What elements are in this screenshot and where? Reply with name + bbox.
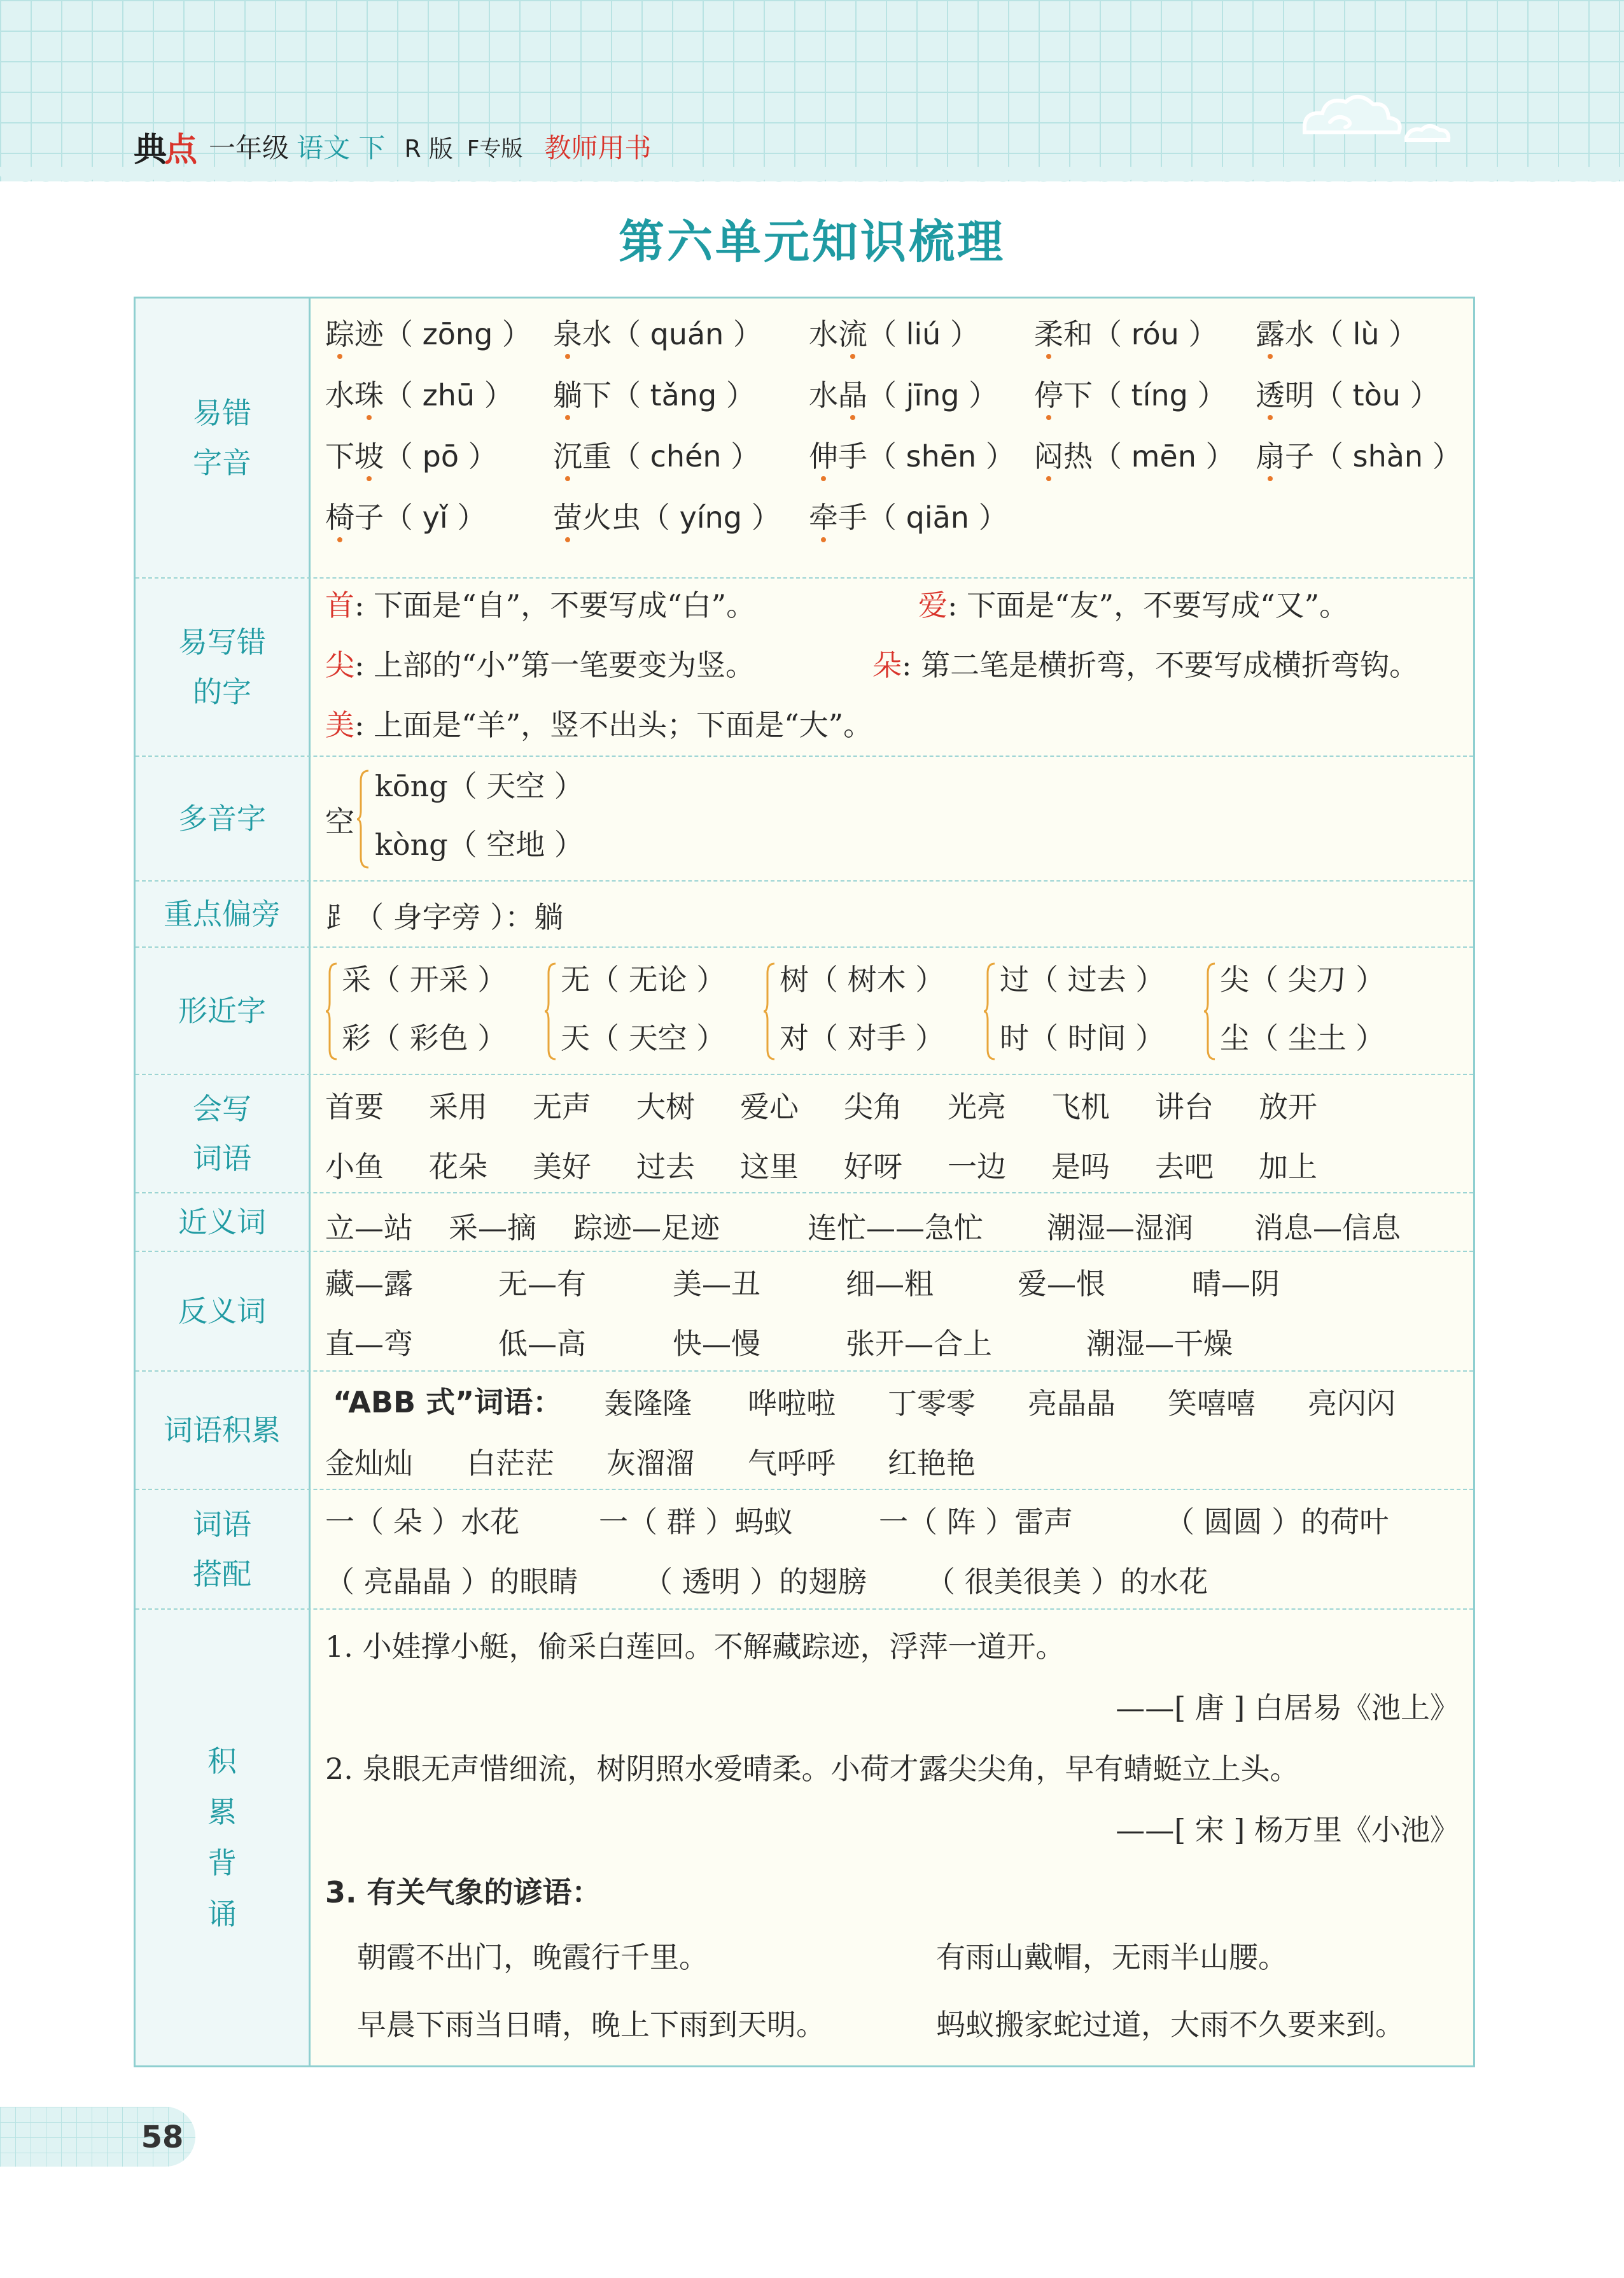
- antonym-item: 张开—合上: [846, 1326, 992, 1361]
- poem-2-source: ——[ 宋 ] 杨万里《小池》: [1116, 1813, 1459, 1847]
- dotted-char: 萤: [553, 500, 582, 535]
- brand-logo: 典点: [134, 130, 195, 169]
- poem-1-source: ——[ 唐 ] 白居易《池上》: [1116, 1691, 1459, 1725]
- row-antonyms: [136, 1252, 1473, 1372]
- label-accumulate: 词语积累: [136, 1372, 311, 1489]
- word-part: 子: [1285, 439, 1314, 474]
- synonym-item: 连忙——急忙: [808, 1211, 983, 1245]
- antonym-item: 美—丑: [673, 1267, 760, 1301]
- pinyin: （ zhū ）: [384, 378, 514, 412]
- row-miswritten: [136, 579, 1473, 757]
- pronunciation-content: [325, 299, 1466, 577]
- label-synonyms: 近义词: [136, 1193, 311, 1251]
- pinyin: （ shàn ）: [1314, 439, 1462, 474]
- row-accumulate: [136, 1372, 1473, 1490]
- pinyin: （ jīng ）: [867, 378, 998, 412]
- pronunciation-item: [1256, 372, 1439, 414]
- word-part: 水: [809, 378, 838, 412]
- label-collocation: 词语 搭配: [136, 1490, 311, 1608]
- pronunciation-item: [809, 311, 979, 353]
- synonym-item: 立—站: [325, 1211, 413, 1245]
- word-part: 水: [1285, 317, 1314, 351]
- dotted-char: 牵: [809, 500, 838, 535]
- pronunciation-item: [553, 495, 781, 537]
- word-part: 下: [325, 439, 354, 474]
- dotted-char: 晶: [838, 378, 867, 412]
- pinyin: （ zōng ）: [384, 317, 531, 351]
- collocation-item: 一（ 群 ）蚂蚁: [599, 1505, 794, 1539]
- label-miswritten: 易写错 的字: [136, 579, 311, 756]
- word-part: 热: [1063, 439, 1093, 474]
- polyphone-char: 空: [325, 805, 354, 839]
- dotted-char: 流: [838, 317, 867, 351]
- label-similar: 形近字: [136, 948, 311, 1074]
- label-radical: 重点偏旁: [136, 882, 311, 946]
- word-item: 光亮: [948, 1090, 1006, 1124]
- collocation-item: （ 亮晶晶 ）的眼睛: [325, 1564, 578, 1599]
- word-item: 放开: [1259, 1090, 1317, 1124]
- pinyin: （ mēn ）: [1093, 439, 1235, 474]
- proverb-item: 朝霞不出门，晚霞行千里。: [357, 1940, 708, 1974]
- row-write-words: [136, 1075, 1473, 1193]
- abb-word: 哗啦啦: [748, 1386, 836, 1421]
- miswritten-item: 爱: 下面是“友”，不要写成“又”。: [918, 588, 1349, 622]
- word-part: 水: [582, 317, 612, 351]
- abb-word: 丁零零: [888, 1386, 976, 1421]
- edition-label: R 版: [404, 134, 453, 163]
- word-item: 讲台: [1155, 1090, 1214, 1124]
- similar-char: 时（ 时间 ）: [1000, 1021, 1165, 1055]
- proverb-item: 蚂蚁搬家蛇过道，大雨不久要来到。: [936, 2007, 1404, 2042]
- synonyms-content: [325, 1193, 1466, 1251]
- pinyin: （ róu ）: [1093, 317, 1218, 351]
- antonym-item: 爱—恨: [1018, 1267, 1105, 1301]
- antonym-item: 直—弯: [325, 1326, 413, 1361]
- page-number: 58: [141, 2120, 184, 2155]
- polyphone-content: [325, 757, 1466, 880]
- dotted-char: 露: [1256, 317, 1285, 351]
- similar-char: 无（ 无论 ）: [561, 962, 726, 997]
- pinyin: （ tíng ）: [1093, 378, 1227, 412]
- pronunciation-item: [325, 372, 514, 414]
- pronunciation-item: [553, 372, 755, 414]
- dotted-char: 珠: [354, 378, 384, 412]
- edition-f-label: F专版: [466, 136, 523, 162]
- similar-char: 彩（ 彩色 ）: [342, 1021, 507, 1055]
- dotted-char: 柔: [1034, 317, 1063, 351]
- pinyin: （ liú ）: [867, 317, 979, 351]
- label-write-words: 会写 词语: [136, 1075, 311, 1192]
- abb-word: 亮闪闪: [1308, 1386, 1396, 1421]
- word-item: 大树: [636, 1090, 695, 1124]
- word-item: 过去: [636, 1150, 695, 1184]
- proverb-item: 有雨山戴帽，无雨半山腰。: [936, 1940, 1287, 1974]
- antonym-item: 无—有: [498, 1267, 586, 1301]
- word-item: 首要: [325, 1090, 384, 1124]
- pronunciation-item: [1034, 433, 1235, 475]
- proverb-heading: 3. 有关气象的谚语：: [325, 1875, 601, 1909]
- collocation-item: 一（ 朵 ）水花: [325, 1505, 520, 1539]
- pinyin: （ pō ）: [384, 439, 498, 474]
- label-recite: 积 累 背 诵: [136, 1610, 311, 2065]
- antonym-item: 晴—阴: [1192, 1267, 1280, 1301]
- collocation-item: （ 透明 ）的翅膀: [643, 1564, 867, 1599]
- collocation-content: [325, 1490, 1466, 1608]
- pronunciation-item: [809, 433, 1015, 475]
- brace-icon: [544, 962, 558, 1061]
- radical-content: [325, 882, 1466, 946]
- miswritten-content: [325, 579, 1466, 756]
- word-item: 爱心: [740, 1090, 799, 1124]
- pronunciation-item: [325, 495, 486, 537]
- word-part: 和: [1063, 317, 1093, 351]
- synonym-item: 踪迹—足迹: [573, 1211, 720, 1245]
- pronunciation-item: [1256, 311, 1418, 353]
- pinyin: （ lù ）: [1314, 317, 1418, 351]
- antonym-item: 细—粗: [846, 1267, 934, 1301]
- synonym-item: 消息—信息: [1254, 1211, 1401, 1245]
- dotted-char: 伸: [809, 439, 838, 474]
- word-part: 下: [582, 378, 612, 412]
- pinyin: （ qiān ）: [867, 500, 1008, 535]
- dotted-char: 透: [1256, 378, 1285, 412]
- collocation-item: 一（ 阵 ）雷声: [879, 1505, 1074, 1539]
- proverb-item: 早晨下雨当日晴，晚上下雨到天明。: [357, 2007, 825, 2042]
- pronunciation-item: [1034, 372, 1226, 414]
- word-item: 美好: [533, 1150, 591, 1184]
- brace-icon: [356, 768, 371, 870]
- miswritten-item: 朵: 第二笔是横折弯，不要写成横折弯钩。: [872, 648, 1419, 682]
- pinyin: （ chén ）: [612, 439, 760, 474]
- pronunciation-item: [325, 433, 498, 475]
- antonym-item: 低—高: [498, 1326, 586, 1361]
- antonym-item: 快—慢: [673, 1326, 760, 1361]
- teacher-book-label: 教师用书: [544, 132, 652, 164]
- pronunciation-item: [809, 372, 998, 414]
- cloud-icon: [1292, 83, 1457, 153]
- word-part: 手: [838, 500, 867, 535]
- row-similar: [136, 948, 1473, 1075]
- label-polyphone: 多音字: [136, 757, 311, 880]
- header-wave-edge: [0, 167, 1624, 192]
- pinyin: （ tǎng ）: [612, 378, 755, 412]
- subject-label: 语文 下: [297, 132, 386, 164]
- dotted-char: 坡: [354, 439, 384, 474]
- grade-label: 一年级: [209, 132, 290, 164]
- word-item: 好呀: [844, 1150, 902, 1184]
- word-part: 火虫: [582, 500, 641, 535]
- antonym-item: 潮湿—干燥: [1086, 1326, 1233, 1361]
- abb-word: 笑嘻嘻: [1168, 1386, 1256, 1421]
- abb-word: 气呼呼: [748, 1446, 836, 1480]
- brace-icon: [763, 962, 777, 1061]
- abb-word: 红艳艳: [888, 1446, 976, 1480]
- abb-word: 白茫茫: [466, 1446, 554, 1480]
- word-item: 飞机: [1051, 1090, 1110, 1124]
- pronunciation-item: [325, 311, 531, 353]
- miswritten-item: 美: 上面是“羊”，竖不出头；下面是“大”。: [325, 708, 873, 742]
- word-item: 一边: [948, 1150, 1006, 1184]
- similar-char: 过（ 过去 ）: [1000, 962, 1165, 997]
- collocation-item: （ 很美很美 ）的水花: [926, 1564, 1208, 1599]
- similar-char: 对（ 对手 ）: [780, 1021, 945, 1055]
- dotted-char: 躺: [553, 378, 582, 412]
- word-part: 子: [354, 500, 384, 535]
- word-item: 无声: [533, 1090, 591, 1124]
- word-item: 加上: [1259, 1150, 1317, 1184]
- pinyin: （ quán ）: [612, 317, 762, 351]
- word-item: 这里: [740, 1150, 799, 1184]
- synonym-item: 采—摘: [449, 1211, 536, 1245]
- collocation-item: （ 圆圆 ）的荷叶: [1165, 1505, 1389, 1539]
- pronunciation-item: [809, 495, 1008, 537]
- row-collocation: [136, 1490, 1473, 1610]
- word-item: 采用: [429, 1090, 487, 1124]
- word-part: 迹: [354, 317, 384, 351]
- row-radical: [136, 882, 1473, 948]
- abb-word: 轰隆隆: [604, 1386, 692, 1421]
- dotted-char: 踪: [325, 317, 354, 351]
- recite-content: [325, 1610, 1466, 2065]
- dotted-char: 沉: [553, 439, 582, 474]
- polyphone-reading-1: kōng（ 天空 ）: [375, 769, 584, 803]
- antonym-item: 藏—露: [325, 1267, 413, 1301]
- synonym-item: 潮湿—湿润: [1047, 1211, 1193, 1245]
- word-item: 花朵: [429, 1150, 487, 1184]
- similar-char: 尘（ 尘土 ）: [1220, 1021, 1385, 1055]
- row-pronunciation: [136, 299, 1473, 579]
- label-pronunciation: 易错 字音: [136, 299, 311, 577]
- brace-icon: [983, 962, 997, 1061]
- dotted-char: 椅: [325, 500, 354, 535]
- word-item: 小鱼: [325, 1150, 384, 1184]
- dotted-char: 闷: [1034, 439, 1063, 474]
- similar-char: 天（ 天空 ）: [561, 1021, 726, 1055]
- knowledge-table: [134, 297, 1475, 2067]
- similar-char: 树（ 树木 ）: [780, 962, 945, 997]
- miswritten-item: 首: 下面是“自”，不要写成“白”。: [325, 588, 756, 622]
- word-item: 尖角: [844, 1090, 902, 1124]
- word-part: 重: [582, 439, 612, 474]
- abb-word: 亮晶晶: [1028, 1386, 1116, 1421]
- similar-char: 尖（ 尖刀 ）: [1220, 962, 1385, 997]
- word-item: 是吗: [1051, 1150, 1110, 1184]
- page-title: 第六单元知识梳理: [618, 215, 1005, 269]
- accumulate-content: [325, 1372, 1466, 1489]
- brace-icon: [325, 962, 339, 1061]
- dotted-char: 泉: [553, 317, 582, 351]
- miswritten-item: 尖: 上部的“小”第一笔要变为竖。: [325, 648, 755, 682]
- row-polyphone: [136, 757, 1473, 882]
- row-recite: [136, 1610, 1473, 2065]
- row-synonyms: [136, 1193, 1473, 1252]
- brace-icon: [1203, 962, 1217, 1061]
- radical-text: ⻊（ 身字旁 ）：躺: [325, 900, 564, 934]
- abb-lead: “ABB 式”词语：: [333, 1385, 563, 1419]
- word-item: 去吧: [1155, 1150, 1214, 1184]
- pronunciation-item: [1256, 433, 1462, 475]
- word-part: 下: [1063, 378, 1093, 412]
- word-part: 手: [838, 439, 867, 474]
- abb-word: 金灿灿: [325, 1446, 413, 1480]
- pronunciation-item: [553, 433, 760, 475]
- write-words-content: [325, 1075, 1466, 1192]
- word-part: 水: [325, 378, 354, 412]
- word-part: 明: [1285, 378, 1314, 412]
- polyphone-reading-2: kòng（ 空地 ）: [375, 827, 584, 862]
- pronunciation-item: [553, 311, 762, 353]
- abb-word: 灰溜溜: [606, 1446, 694, 1480]
- poem-2: 2. 泉眼无声惜细流，树阴照水爱晴柔。小荷才露尖尖角，早有蜻蜓立上头。: [325, 1752, 1299, 1786]
- pinyin: （ yǐ ）: [384, 500, 487, 535]
- dotted-char: 停: [1034, 378, 1063, 412]
- word-part: 水: [809, 317, 838, 351]
- label-antonyms: 反义词: [136, 1252, 311, 1370]
- poem-1: 1. 小娃撑小艇，偷采白莲回。不解藏踪迹，浮萍一道开。: [325, 1629, 1065, 1664]
- antonyms-content: [325, 1252, 1466, 1370]
- book-brand: [134, 126, 651, 167]
- pinyin: （ shēn ）: [867, 439, 1015, 474]
- pinyin: （ yíng ）: [641, 500, 781, 535]
- dotted-char: 扇: [1256, 439, 1285, 474]
- pinyin: （ tòu ）: [1314, 378, 1439, 412]
- pronunciation-item: [1034, 311, 1217, 353]
- similar-char: 采（ 开采 ）: [342, 962, 507, 997]
- similar-content: [325, 948, 1466, 1074]
